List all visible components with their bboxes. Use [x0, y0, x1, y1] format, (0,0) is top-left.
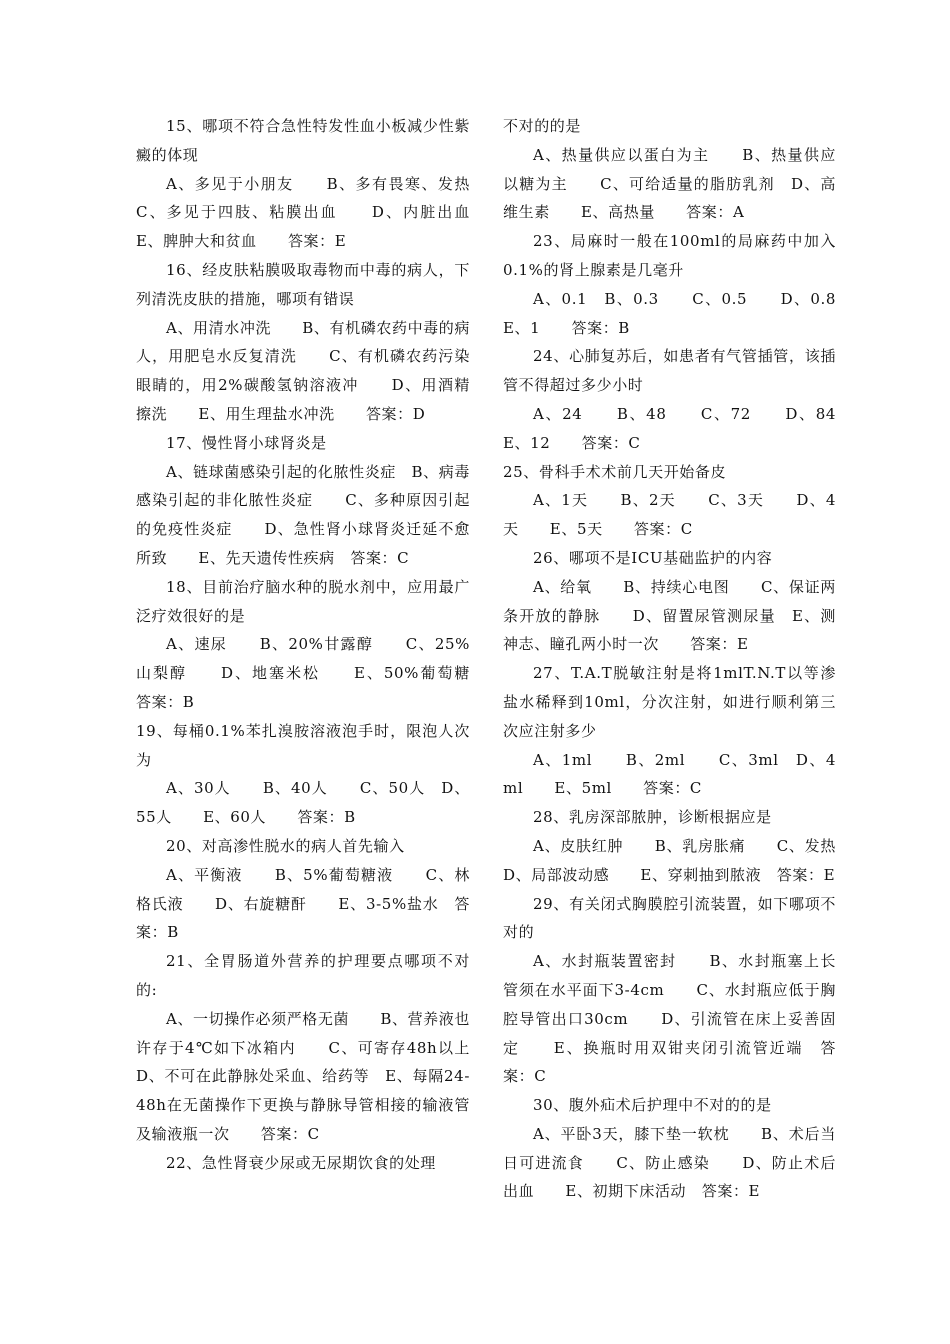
right-column: [503, 112, 868, 1206]
options-22: A、热量供应以蛋白为主 B、热量供应以糖为主 C、可给适量的脂肪乳剂 D、高维生素 E、高热量 答案：A: [503, 145, 836, 222]
question-24: 24、心肺复苏后，如患者有气管插管，该插管不得超过多少小时: [503, 347, 836, 395]
options-30: A、平卧3天，膝下垫一软枕 B、术后当日可进流食 C、防止感染 D、防止术后出血 E、初期下床活动 答案：E: [503, 1124, 836, 1201]
question-22-continued: 不对的的是: [503, 117, 582, 135]
options-29: A、水封瓶装置密封 B、水封瓶塞上长管须在水平面下3-4cm C、水封瓶应低于胸腔导管出口30cm D、引流管在床上妥善固定 E、换瓶时用双钳夹闭引流管近端 答案：C: [503, 952, 836, 1086]
options-24: A、24 B、48 C、72 D、84 E、12 答案：C: [503, 404, 852, 452]
options-20: A、平衡液 B、5%葡萄糖液 C、林格氏液 D、右旋糖酐 E、3-5%盐水 答案：B: [136, 865, 470, 942]
left-column: [136, 112, 502, 1177]
question-19: 19、每桶0.1%苯扎溴胺溶液泡手时，限泡人次为: [136, 721, 470, 769]
question-18: 18、目前治疗脑水种的脱水剂中，应用最广泛疗效很好的是: [136, 577, 470, 625]
question-26: 26、哪项不是ICU基础监护的内容: [533, 548, 773, 567]
question-30: 30、腹外疝术后护理中不对的的是: [533, 1096, 772, 1115]
question-16: 16、经皮肤粘膜吸取毒物而中毒的病人，下列清洗皮肤的措施，哪项有错误: [136, 260, 470, 308]
question-15: 15、哪项不符合急性特发性血小板减少性紫癜的体现: [136, 117, 470, 164]
options-16: A、用清水冲洗 B、有机磷农药中毒的病人，用肥皂水反复清洗 C、有机磷农药污染眼睛的，用2%碳酸氢钠溶液冲 D、用酒精擦洗 E、用生理盐水冲洗 答案：D: [136, 318, 470, 423]
question-29: 29、有关闭式胸膜腔引流装置，如下哪项不对的: [503, 894, 836, 942]
question-25: 25、骨科手术术前几天开始备皮: [503, 462, 727, 481]
options-25: A、1天 B、2天 C、3天 D、4天 E、5天 答案：C: [503, 491, 836, 539]
options-21: A、一切操作必须严格无菌 B、营养液也许存于4℃如下冰箱内 C、可寄存48h以上 D、不可在此静脉处采血、给药等 E、每隔24-48h在无菌操作下更换与静脉导管相接的输液管及输液瓶一次 答案：C: [136, 1009, 502, 1143]
options-18: A、速尿 B、20%甘露醇 C、25%山梨醇 D、地塞米松 E、50%葡萄糖 答案：B: [136, 635, 486, 711]
question-22: 22、急性肾衰少尿或无尿期饮食的处理: [166, 1153, 436, 1172]
question-23: 23、局麻时一般在100ml的局麻药中加入0.1%的肾上腺素是几毫升: [503, 232, 836, 279]
options-28: A、皮肤红肿 B、乳房胀痛 C、发热 D、局部波动感 E、穿刺抽到脓液 答案：E: [503, 836, 868, 884]
options-26: A、给氧 B、持续心电图 C、保证两条开放的静脉 D、留置尿管测尿量 E、测神志、瞳孔两小时一次 答案：E: [503, 577, 836, 654]
options-27: A、1ml B、2ml C、3ml D、4ml E、5ml 答案：C: [503, 750, 836, 798]
options-15: A、多见于小朋友 B、多有畏寒、发热 C、多见于四肢、粘膜出血 D、内脏出血 E、脾肿大和贫血 答案：E: [136, 174, 502, 251]
question-27: 27、T.A.T脱敏注射是将1mlT.N.T以等渗盐水稀释到10ml，分次注射，如进行顺利第三次应注射多少: [503, 664, 836, 740]
question-20: 20、对高渗性脱水的病人首先输入: [166, 836, 405, 855]
question-28: 28、乳房深部脓肿，诊断根据应是: [533, 808, 772, 827]
question-17: 17、慢性肾小球肾炎是: [166, 433, 327, 452]
options-19: A、30人 B、40人 C、50人 D、55人 E、60人 答案：B: [136, 779, 470, 827]
question-21: 21、全胃肠道外营养的护理要点哪项不对的:: [136, 952, 470, 999]
options-23: A、0.1 B、0.3 C、0.5 D、0.8 E、1 答案：B: [503, 289, 852, 337]
options-17: A、链球菌感染引起的化脓性炎症 B、病毒感染引起的非化脓性炎症 C、多种原因引起的免疫性炎症 D、急性肾小球肾炎迁延不愈所致 E、先天遗传性疾病 答案：C: [136, 462, 470, 567]
